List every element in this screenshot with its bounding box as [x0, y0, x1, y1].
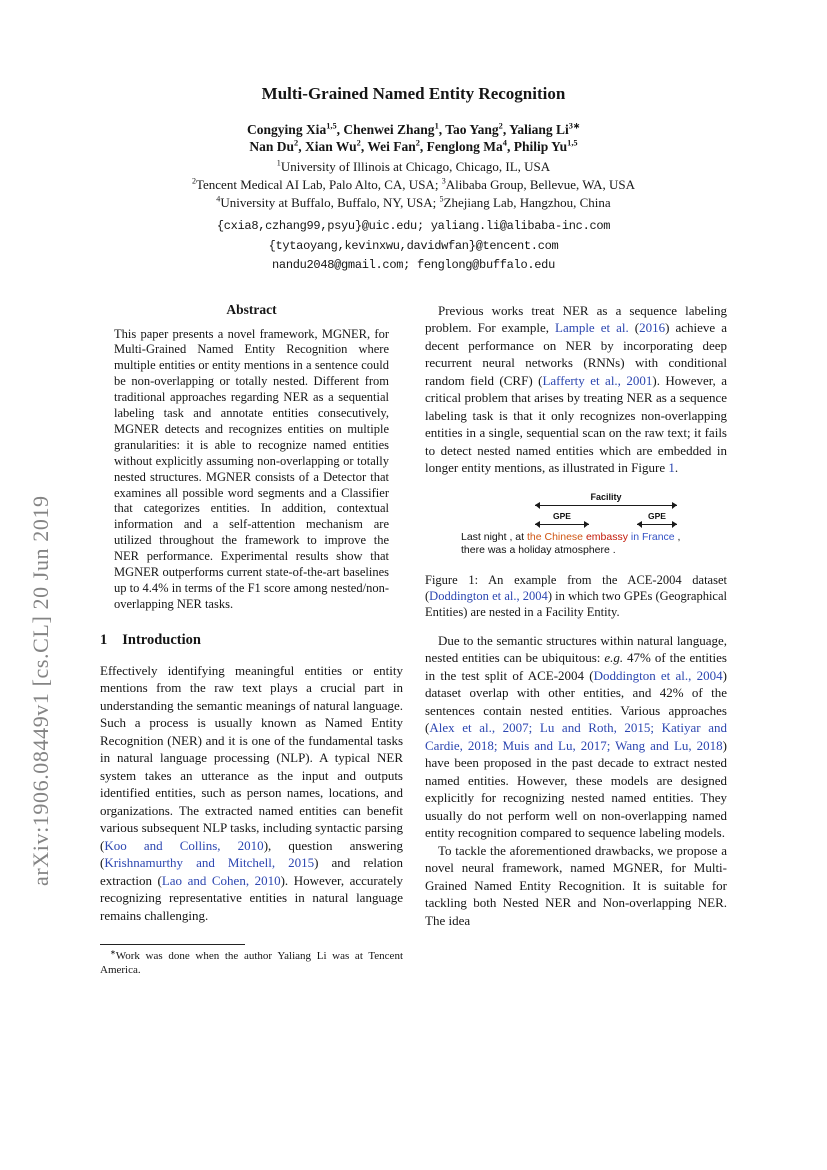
affiliations	[100, 158, 727, 212]
author-line-2: Nan Du$^2$, Xian Wu$^2$, Wei Fan$^2$, Fenglong Ma$^4$, Philip Yu$^{1,5}$	[249, 138, 578, 154]
emails	[100, 217, 727, 276]
abstract-block	[100, 302, 403, 613]
citation-link[interactable]: Krishnamurthy and Mitchell, 2015	[104, 855, 315, 871]
citation-link[interactable]: Lafferty et al., 2001	[542, 372, 653, 388]
gpe-left-span-arrow	[535, 524, 589, 525]
figure-1-sentence-line-2: there was a holiday atmosphere .	[461, 544, 616, 556]
figure-1-sentence-line-1: Last night , at the Chinese embassy in France ,	[461, 530, 681, 543]
figure-1-sentence	[461, 531, 680, 558]
citation-link[interactable]: Doddington et al., 2004	[593, 667, 723, 683]
author-line-1: Congying Xia$^{1,5}$, Chenwei Zhang$^1$, Tao Yang$^2$, Yaliang $Li^{3∗}$	[247, 121, 580, 137]
citation-link[interactable]: Lao and Cohen, 2010	[161, 872, 281, 888]
email-line-1: {cxia8,czhang99,psyu}@uic.edu; yaliang.li@alibaba-inc.com	[216, 219, 611, 233]
affiliation-line-3: $^4$University at Buffalo, Buffalo, NY, USA; $^5$Zhejiang Lab, Hangzhou, China	[216, 194, 611, 210]
right-paragraph-1: Previous works treat NER as a sequence labeling problem. For example, Lample et al. (2016) achieve a decent performance on NER by incorporating deep recurrent neural networks (RNNs) with conditional random field (CRF) (Lafferty et al., 2001). However, a critical problem that arises by treating NER as a sequence labeling task is that it only recognizes non-overlapping entities in a single, sequential scan on the raw text; it fails to detect nested named entities which are embedded in longer entity mentions, as illustrated in Figure 1.	[425, 302, 728, 475]
facility-span-arrow	[535, 505, 677, 506]
figure-1-caption: Figure 1: An example from the ACE-2004 dataset (Doddington et al., 2004) in which two GPEs (Geographical Entities) are nested in a Facility Entity.	[425, 572, 728, 619]
right-column	[425, 302, 727, 978]
paper-title: Multi-Grained Named Entity Recognition	[261, 84, 566, 103]
two-column-body	[100, 302, 727, 978]
footnote-text: ∗Work was done when the author Yaliang Li was at Tencent America.	[100, 949, 403, 976]
intro-paragraph-1: Effectively identifying meaningful entities or entity mentions from the raw text plays a crucial part in understanding the semantic meanings of natural language. Such a process is usually known as Named Entity Recognition (NER) and it is one of the fundamental tasks in natural language processing (NLP). A typical NER system takes an utterance as the input and outputs identified entities, such as person names, locations, and organizations. The extracted named entities can benefit various subsequent NLP tasks, including syntactic parsing (Koo and Collins, 2010), question answering (Krishnamurthy and Mitchell, 2015) and relation extraction (Lao and Cohen, 2010). However, accurately recognizing representative entities in natural language remains challenging.	[100, 662, 404, 923]
section-1-number: 1	[100, 631, 108, 648]
paper-header	[100, 84, 727, 276]
right-paragraph-2: Due to the semantic structures within natural language, nested entities can be ubiquitous: e.g. 47% of the entities in the test split of ACE-2004 (Doddington et al., 2004) dataset overlap with other entities, and 42% of the sentences contain nested entities. Various approaches (Alex et al., 2007; Lu and Roth, 2015; Katiyar and Cardie, 2018; Muis and Lu, 2017; Wang and Lu, 2018) have been proposed in the past decade to extract nested named entities. However, these models are designed explicitly for recognizing nested named entities. They usually do not perform well on non-overlapping named entity recognition compared to sequence labeling models.	[425, 632, 727, 840]
abstract-body: This paper presents a novel framework, MGNER, for Multi-Grained Named Entity Recognition where multiple entities or entity mentions in a sentence could be non-overlapping or totally nested. Different from traditional approaches regarding NER as a sequential labeling task and annotate entities consecutively, MGNER detects and recognizes entities on multiple granularities: it is able to recognize named entities without explicitly assuming non-overlapping or totally nested structures. MGNER consists of a Detector that examines all possible word segments and a Classifier that categorizes entities. In addition, contextual information and a self-attention mechanism are utilized throughout the framework to improve the NER performance. Experimental results show that MGNER outperforms current state-of-the-art baselines up to 4.4% in terms of the F1 score among nested/non-overlapping NER tasks.	[114, 326, 389, 611]
figure-1	[425, 493, 727, 620]
section-1-heading	[100, 632, 403, 649]
citation-link[interactable]: Lample et al.	[555, 320, 629, 335]
gpe-right-span-arrow	[637, 524, 677, 525]
abstract-heading: Abstract	[226, 301, 277, 317]
footnote-block	[100, 944, 403, 977]
affiliation-line-1: $^1$University of Illinois at Chicago, Chicago, IL, USA	[276, 158, 551, 174]
figure-1-diagram	[461, 493, 691, 559]
right-paragraph-3: To tackle the aforementioned drawbacks, we propose a novel neural framework, named MGNER, for Multi-Grained Named Entity Recognition. It is suitable for tackling both Nested NER and Non-overlapping NER. The idea	[425, 842, 727, 928]
citation-link[interactable]: Doddington et al., 2004	[429, 588, 548, 603]
footnote-rule	[100, 944, 245, 945]
left-column	[100, 302, 403, 978]
gpe-left-label: GPE	[553, 510, 571, 521]
email-line-3: nandu2048@gmail.com; fenglong@buffalo.edu	[272, 258, 555, 272]
facility-label: Facility	[590, 491, 622, 502]
citation-link[interactable]: 2016	[639, 320, 666, 335]
arxiv-banner: arXiv:1906.08449v1 [cs.CL] 20 Jun 2019	[28, 495, 53, 886]
citation-link[interactable]: Koo and Collins, 2010	[104, 837, 264, 853]
citation-link[interactable]: 1	[668, 460, 675, 475]
gpe-right-label: GPE	[648, 510, 666, 521]
email-line-2: {tytaoyang,kevinxwu,davidwfan}@tencent.com	[268, 238, 559, 253]
affiliation-line-2: $^2$Tencent Medical AI Lab, Palo Alto, CA, USA; $^3$Alibaba Group, Bellevue, WA, USA	[191, 176, 636, 192]
citation-link[interactable]: Alex et al., 2007; Lu and Roth, 2015; Katiyar and Cardie, 2018; Muis and Lu, 2017; Wang and Lu, 2018	[425, 720, 727, 753]
section-1-title: Introduction	[122, 631, 201, 648]
